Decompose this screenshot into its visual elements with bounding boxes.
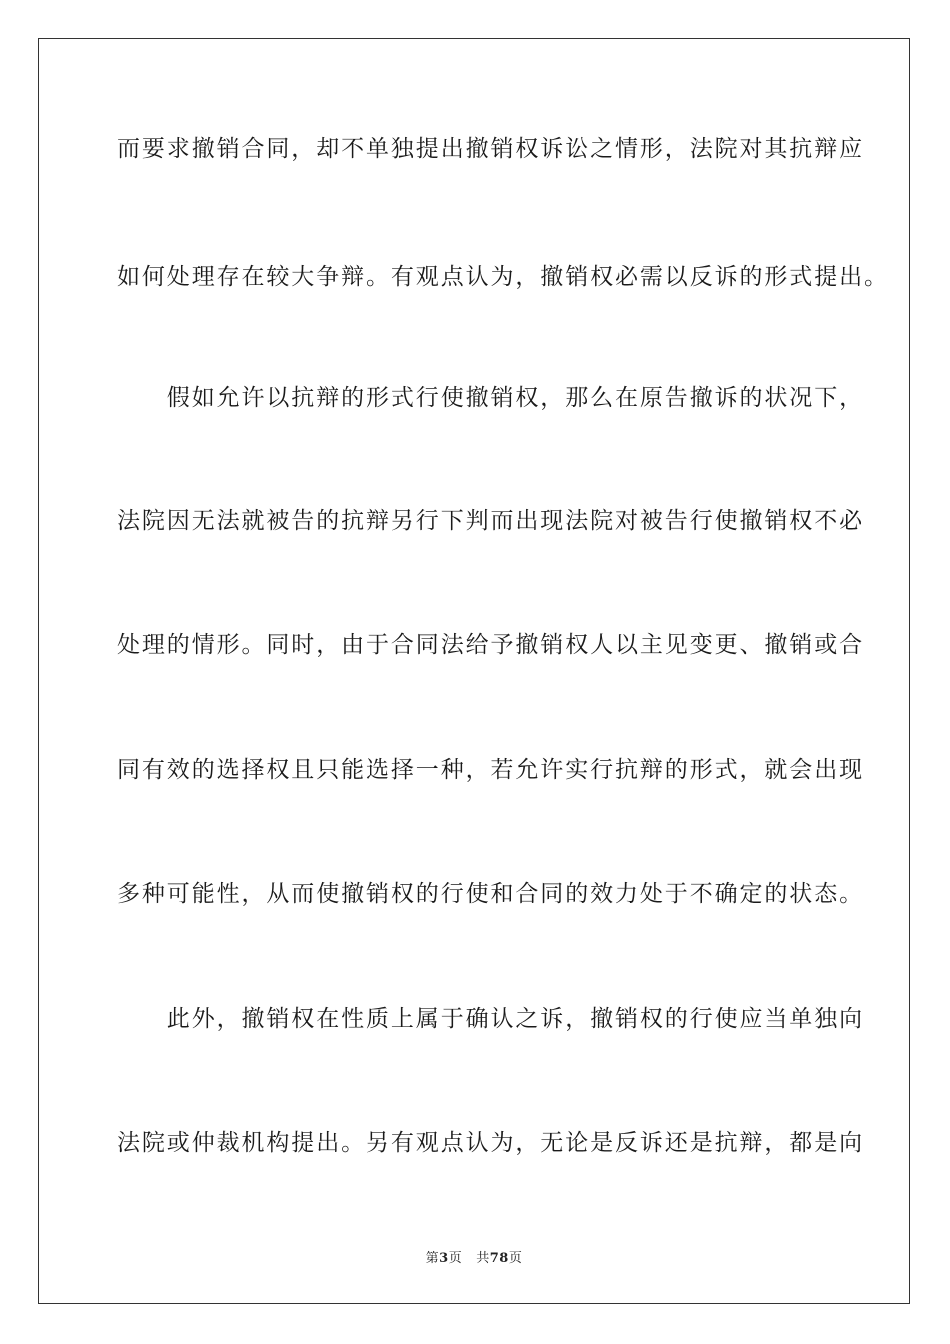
text-line-1: 而要求撤销合同，却不单独提出撤销权诉讼之情形，法院对其抗辩应 bbox=[117, 136, 864, 162]
page-number: 3 bbox=[439, 1251, 449, 1266]
text-line-2: 如何处理存在较大争辩。有观点认为，撤销权必需以反诉的形式提出。 bbox=[117, 264, 889, 290]
page-footer bbox=[39, 1247, 909, 1266]
text-line-6: 同有效的选择权且只能选择一种，若允许实行抗辩的形式，就会出现 bbox=[117, 757, 864, 783]
total-pages: 78 bbox=[489, 1251, 509, 1266]
text-line-3: 假如允许以抗辩的形式行使撤销权，那么在原告撤诉的状况下， bbox=[117, 385, 864, 411]
text-line-7: 多种可能性，从而使撤销权的行使和合同的效力处于不确定的状态。 bbox=[117, 881, 864, 907]
text-line-9: 法院或仲裁机构提出。另有观点认为，无论是反诉还是抗辩，都是向 bbox=[117, 1130, 864, 1156]
total-prefix: 共 bbox=[476, 1251, 490, 1266]
total-suffix: 页 bbox=[508, 1251, 523, 1266]
text-line-5: 处理的情形。同时，由于合同法给予撤销权人以主见变更、撤销或合 bbox=[117, 632, 864, 658]
page-prefix: 第 bbox=[425, 1251, 440, 1266]
text-line-8: 此外，撤销权在性质上属于确认之诉，撤销权的行使应当单独向 bbox=[117, 1006, 864, 1032]
text-line-4: 法院因无法就被告的抗辩另行下判而出现法院对被告行使撤销权不必 bbox=[117, 508, 864, 534]
page-frame bbox=[38, 38, 910, 1304]
page-suffix: 页 bbox=[448, 1251, 463, 1266]
